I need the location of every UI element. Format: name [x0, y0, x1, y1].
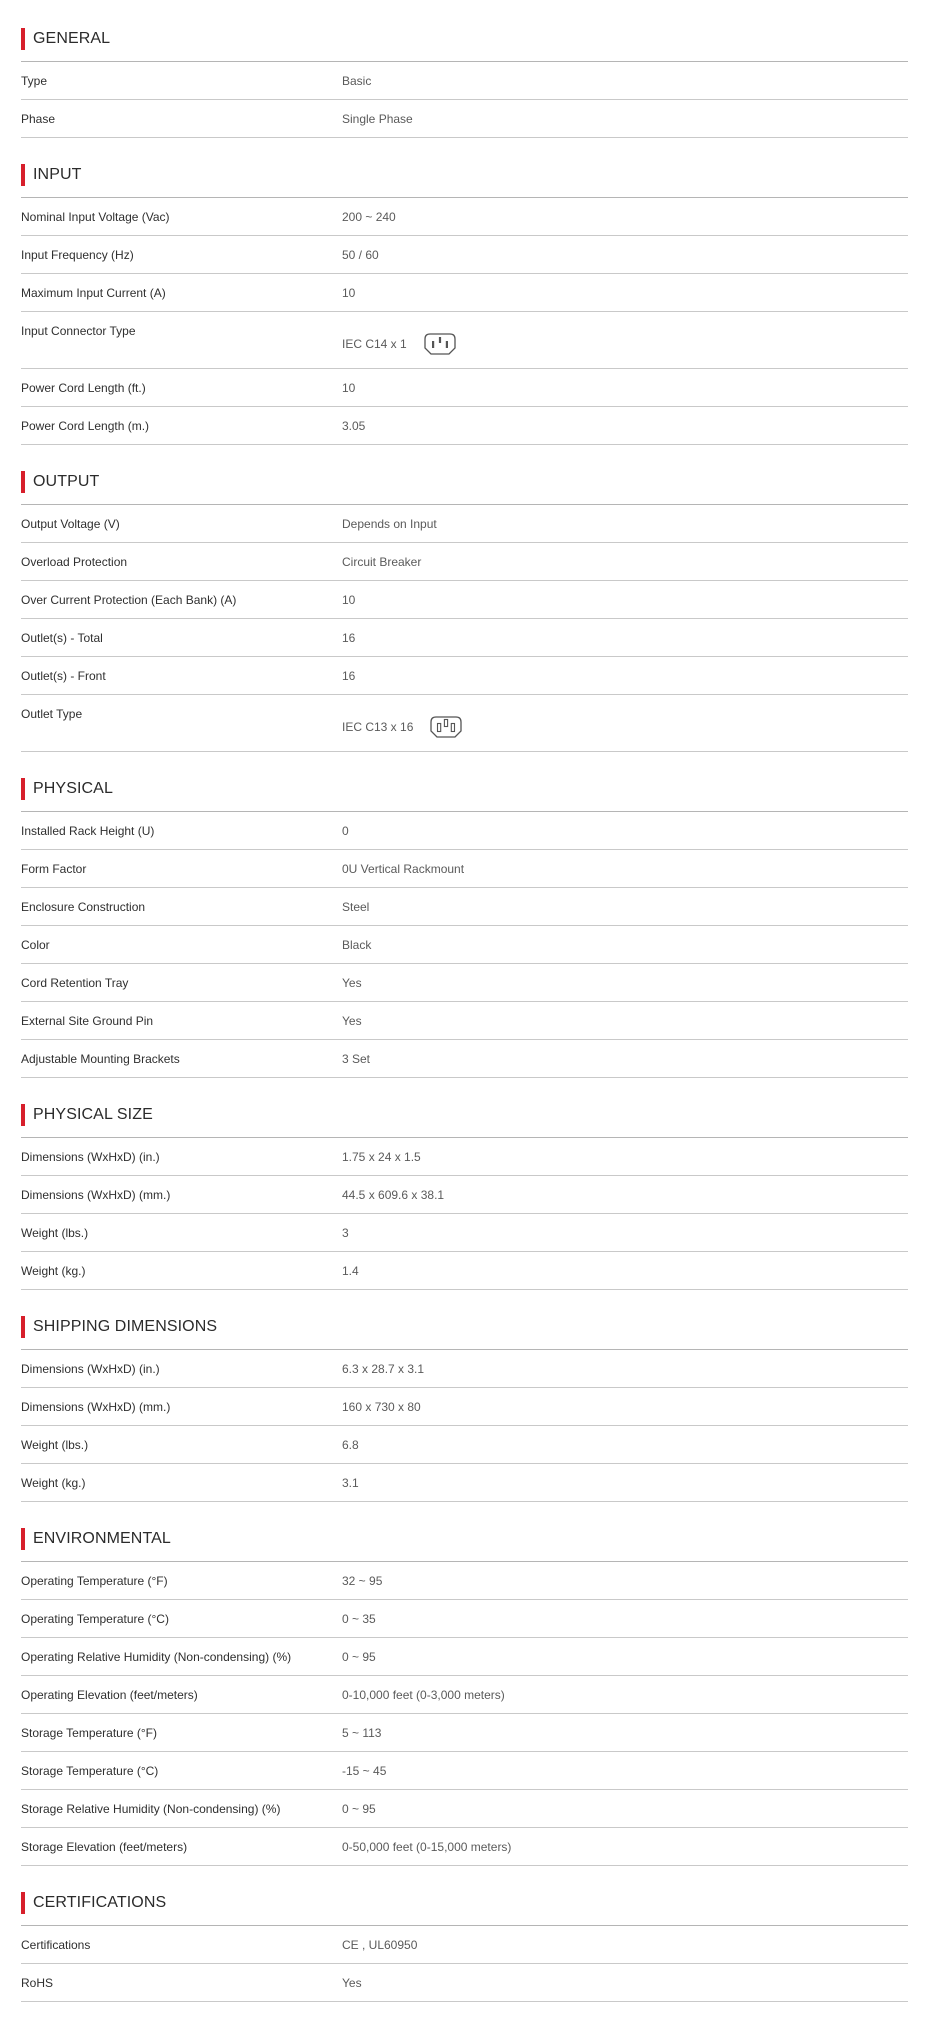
section-title: GENERAL	[33, 30, 111, 47]
spec-value	[342, 1802, 376, 1816]
spec-value	[342, 669, 355, 683]
spec-label: Dimensions (WxHxD) (mm.)	[21, 1188, 171, 1202]
spec-label: Dimensions (WxHxD) (mm.)	[21, 1400, 171, 1414]
spec-row	[21, 888, 908, 926]
spec-label: Form Factor	[21, 862, 87, 876]
section-accent-bar	[21, 28, 25, 50]
spec-value-text: 0 ~ 95	[342, 1650, 376, 1664]
iec-c14-plug-icon	[423, 332, 457, 356]
spec-row	[21, 236, 908, 274]
spec-value	[342, 1226, 349, 1240]
spec-value-text: 200 ~ 240	[342, 210, 396, 224]
section-rows	[21, 812, 908, 1078]
spec-row	[21, 1176, 908, 1214]
spec-row	[21, 1714, 908, 1752]
spec-label: Nominal Input Voltage (Vac)	[21, 210, 170, 224]
spec-row	[21, 1828, 908, 1866]
spec-value	[342, 1438, 359, 1452]
spec-value-text: Basic	[342, 74, 372, 88]
section-header	[21, 28, 908, 62]
section-input	[21, 164, 908, 445]
spec-label: Power Cord Length (ft.)	[21, 381, 146, 395]
spec-row	[21, 1638, 908, 1676]
spec-row	[21, 850, 908, 888]
section-rows	[21, 62, 908, 138]
spec-label: Power Cord Length (m.)	[21, 419, 150, 433]
spec-value-text: 16	[342, 631, 356, 645]
spec-label: Operating Relative Humidity (Non-condensing) (%)	[21, 1650, 292, 1664]
spec-value	[342, 1574, 382, 1588]
spec-value-text: 0 ~ 35	[342, 1612, 376, 1626]
spec-value	[342, 1938, 417, 1952]
section-header	[21, 1528, 908, 1562]
spec-value	[342, 1362, 424, 1376]
spec-value-text: 10	[342, 593, 356, 607]
spec-row	[21, 274, 908, 312]
spec-value-text: CE , UL60950	[342, 1938, 418, 1952]
spec-label: Weight (lbs.)	[21, 1226, 89, 1240]
spec-label: Weight (kg.)	[21, 1264, 86, 1278]
section-accent-bar	[21, 778, 25, 800]
spec-value-text: 5 ~ 113	[342, 1726, 382, 1740]
spec-value	[342, 1840, 511, 1854]
spec-label: Storage Temperature (°C)	[21, 1764, 159, 1778]
spec-row	[21, 1388, 908, 1426]
section-header	[21, 1104, 908, 1138]
spec-row	[21, 1464, 908, 1502]
spec-value-text: 44.5 x 609.6 x 38.1	[342, 1188, 445, 1202]
spec-row	[21, 62, 908, 100]
spec-value	[342, 938, 371, 952]
spec-label: Outlet(s) - Front	[21, 669, 106, 683]
section-shipping-dimensions	[21, 1316, 908, 1502]
spec-label: Operating Temperature (°C)	[21, 1612, 169, 1626]
spec-row	[21, 1790, 908, 1828]
spec-label: Type	[21, 74, 48, 88]
spec-row	[21, 1350, 908, 1388]
spec-value	[342, 1264, 359, 1278]
spec-label: Certifications	[21, 1938, 91, 1952]
spec-row	[21, 543, 908, 581]
section-rows	[21, 1138, 908, 1290]
spec-value	[342, 332, 457, 356]
section-accent-bar	[21, 1528, 25, 1550]
spec-label: Storage Elevation (feet/meters)	[21, 1840, 188, 1854]
section-accent-bar	[21, 1892, 25, 1914]
spec-value	[342, 210, 396, 224]
spec-label: RoHS	[21, 1976, 54, 1990]
spec-label: Phase	[21, 112, 56, 126]
spec-value	[342, 419, 365, 433]
spec-row	[21, 1562, 908, 1600]
spec-value-text: Black	[342, 938, 372, 952]
section-physical-size	[21, 1104, 908, 1290]
spec-row	[21, 581, 908, 619]
spec-row	[21, 1752, 908, 1790]
spec-row	[21, 657, 908, 695]
section-environmental	[21, 1528, 908, 1866]
section-header	[21, 1316, 908, 1350]
spec-value-text: 0-10,000 feet (0-3,000 meters)	[342, 1688, 505, 1702]
section-general	[21, 28, 908, 138]
spec-value-text: 10	[342, 381, 356, 395]
spec-row	[21, 1600, 908, 1638]
spec-label: Enclosure Construction	[21, 900, 146, 914]
spec-value-text: 3	[342, 1226, 349, 1240]
spec-label: Input Connector Type	[21, 324, 136, 338]
spec-label: Cord Retention Tray	[21, 976, 129, 990]
spec-value-text: Circuit Breaker	[342, 555, 422, 569]
spec-value	[342, 631, 355, 645]
spec-value-text: Yes	[342, 976, 362, 990]
spec-value	[342, 1726, 381, 1740]
spec-row	[21, 619, 908, 657]
spec-value-text: 0-50,000 feet (0-15,000 meters)	[342, 1840, 512, 1854]
spec-value-text: 0U Vertical Rackmount	[342, 862, 465, 876]
spec-label: Maximum Input Current (A)	[21, 286, 166, 300]
spec-value-text: 160 x 730 x 80	[342, 1400, 421, 1414]
spec-value-text: IEC C14 x 1	[342, 337, 407, 351]
spec-value-text: -15 ~ 45	[342, 1764, 387, 1778]
spec-value-text: Yes	[342, 1014, 362, 1028]
spec-label: Storage Relative Humidity (Non-condensing) (%)	[21, 1802, 281, 1816]
spec-value-text: 0 ~ 95	[342, 1802, 376, 1816]
section-title: ENVIRONMENTAL	[33, 1530, 171, 1547]
spec-row	[21, 964, 908, 1002]
spec-row	[21, 1926, 908, 1964]
spec-row	[21, 312, 908, 369]
section-output	[21, 471, 908, 752]
section-accent-bar	[21, 164, 25, 186]
spec-value	[342, 1612, 376, 1626]
spec-value	[342, 1764, 386, 1778]
spec-value-text: 1.4	[342, 1264, 359, 1278]
spec-value	[342, 900, 369, 914]
section-title: OUTPUT	[33, 473, 100, 490]
iec-c13-outlet-icon	[429, 715, 463, 739]
spec-value	[342, 976, 362, 990]
spec-value	[342, 1476, 359, 1490]
section-rows	[21, 1350, 908, 1502]
spec-value	[342, 74, 371, 88]
spec-value	[342, 1650, 376, 1664]
spec-value	[342, 862, 464, 876]
spec-value-text: 32 ~ 95	[342, 1574, 383, 1588]
spec-value	[342, 715, 463, 739]
spec-value-text: Yes	[342, 1976, 362, 1990]
spec-row	[21, 407, 908, 445]
spec-label: Over Current Protection (Each Bank) (A)	[21, 593, 237, 607]
spec-value	[342, 1976, 362, 1990]
spec-row	[21, 1002, 908, 1040]
spec-value-text: 10	[342, 286, 356, 300]
spec-value	[342, 1188, 444, 1202]
spec-value-text: 0	[342, 824, 349, 838]
spec-value	[342, 112, 413, 126]
spec-value-text: 16	[342, 669, 356, 683]
spec-row	[21, 505, 908, 543]
spec-row	[21, 1964, 908, 2002]
spec-value-text: 3.05	[342, 419, 366, 433]
spec-label: Operating Elevation (feet/meters)	[21, 1688, 198, 1702]
spec-label: Weight (lbs.)	[21, 1438, 89, 1452]
section-rows	[21, 1926, 908, 2002]
spec-row	[21, 198, 908, 236]
section-header	[21, 778, 908, 812]
spec-value	[342, 286, 355, 300]
spec-value	[342, 517, 437, 531]
spec-value	[342, 593, 355, 607]
section-rows	[21, 505, 908, 752]
section-accent-bar	[21, 1316, 25, 1338]
spec-value	[342, 1052, 370, 1066]
spec-row	[21, 1138, 908, 1176]
section-title: CERTIFICATIONS	[33, 1894, 167, 1911]
spec-label: Storage Temperature (°F)	[21, 1726, 157, 1740]
spec-value-text: IEC C13 x 16	[342, 720, 414, 734]
section-header	[21, 1892, 908, 1926]
spec-label: Outlet(s) - Total	[21, 631, 103, 645]
spec-value-text: 50 / 60	[342, 248, 379, 262]
spec-row	[21, 1214, 908, 1252]
spec-row	[21, 1252, 908, 1290]
spec-row	[21, 1676, 908, 1714]
spec-row	[21, 926, 908, 964]
spec-label: Dimensions (WxHxD) (in.)	[21, 1150, 160, 1164]
section-rows	[21, 198, 908, 445]
spec-value-text: Depends on Input	[342, 517, 437, 531]
spec-value	[342, 824, 349, 838]
spec-label: Overload Protection	[21, 555, 128, 569]
spec-value-text: 6.8	[342, 1438, 359, 1452]
spec-value	[342, 248, 379, 262]
spec-row	[21, 695, 908, 752]
spec-label: Color	[21, 938, 50, 952]
spec-row	[21, 100, 908, 138]
section-header	[21, 471, 908, 505]
spec-row	[21, 1040, 908, 1078]
spec-value	[342, 1150, 421, 1164]
spec-label: External Site Ground Pin	[21, 1014, 154, 1028]
spec-row	[21, 1426, 908, 1464]
section-header	[21, 164, 908, 198]
spec-value-text: 1.75 x 24 x 1.5	[342, 1150, 421, 1164]
section-title: PHYSICAL	[33, 780, 113, 797]
spec-value	[342, 555, 421, 569]
section-title: SHIPPING DIMENSIONS	[33, 1318, 218, 1335]
spec-row	[21, 369, 908, 407]
spec-value	[342, 1014, 362, 1028]
spec-label: Installed Rack Height (U)	[21, 824, 155, 838]
spec-label: Input Frequency (Hz)	[21, 248, 134, 262]
spec-value-text: 3 Set	[342, 1052, 371, 1066]
section-rows	[21, 1562, 908, 1866]
spec-label: Outlet Type	[21, 707, 83, 721]
spec-value-text: 6.3 x 28.7 x 3.1	[342, 1362, 425, 1376]
section-accent-bar	[21, 471, 25, 493]
spec-label: Output Voltage (V)	[21, 517, 120, 531]
section-title: INPUT	[33, 166, 82, 183]
spec-value	[342, 1688, 505, 1702]
section-physical	[21, 778, 908, 1078]
spec-value-text: Steel	[342, 900, 370, 914]
spec-value-text: 3.1	[342, 1476, 359, 1490]
section-title: PHYSICAL SIZE	[33, 1106, 153, 1123]
spec-row	[21, 812, 908, 850]
section-certifications	[21, 1892, 908, 2002]
spec-label: Adjustable Mounting Brackets	[21, 1052, 180, 1066]
spec-value	[342, 381, 355, 395]
spec-value	[342, 1400, 421, 1414]
spec-label: Dimensions (WxHxD) (in.)	[21, 1362, 160, 1376]
section-accent-bar	[21, 1104, 25, 1126]
spec-label: Weight (kg.)	[21, 1476, 86, 1490]
spec-label: Operating Temperature (°F)	[21, 1574, 168, 1588]
spec-value-text: Single Phase	[342, 112, 413, 126]
